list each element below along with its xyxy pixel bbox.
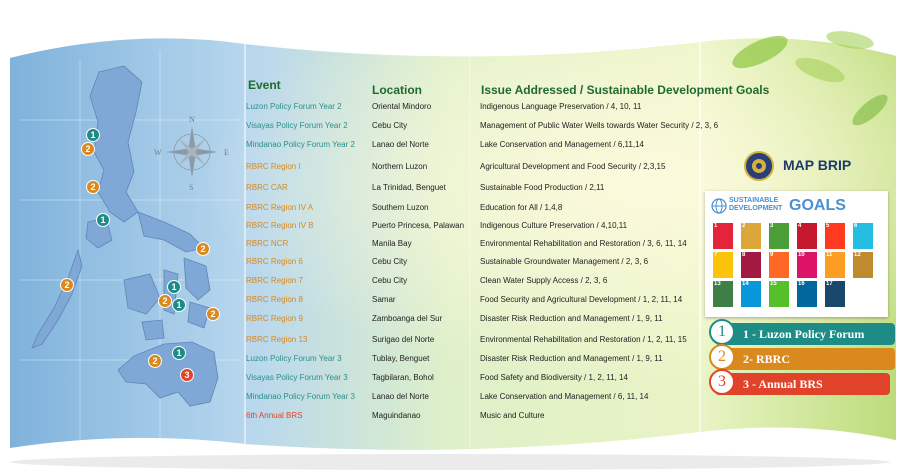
brand-title: MAP BRIP bbox=[783, 157, 852, 173]
map-pin: 1 bbox=[167, 280, 181, 294]
map-shape bbox=[14, 52, 246, 442]
row-event: RBRC Region IV B bbox=[246, 221, 314, 230]
table-row bbox=[246, 272, 716, 290]
row-issue: Sustainable Food Production / 2,11 bbox=[480, 183, 605, 192]
row-event: Luzon Policy Forum Year 2 bbox=[246, 102, 342, 111]
sdg-tile-number: 16 bbox=[798, 281, 805, 287]
legend-number: 3 bbox=[709, 369, 735, 395]
compass-e: E bbox=[224, 148, 229, 157]
map-pin: 2 bbox=[158, 294, 172, 308]
row-location: Tagbilaran, Bohol bbox=[372, 373, 434, 382]
sdg-goals-word: GOALS bbox=[789, 197, 846, 214]
sdg-tile bbox=[769, 281, 789, 307]
table-row bbox=[246, 117, 719, 135]
map-pin: 1 bbox=[172, 346, 186, 360]
header-issue: Issue Addressed / Sustainable Development Goals bbox=[481, 83, 770, 97]
row-event: Mindanao Policy Forum Year 2 bbox=[246, 140, 355, 149]
row-location: Puerto Princesa, Palawan bbox=[372, 221, 465, 230]
legend-number: 2 bbox=[709, 344, 735, 370]
sdg-tile-number: 12 bbox=[854, 252, 861, 258]
map-pin: 3 bbox=[180, 368, 194, 382]
compass-w: W bbox=[154, 148, 162, 157]
row-issue: Management of Public Water Wells towards Water Security / 2, 3, 6 bbox=[480, 121, 719, 130]
row-location: Zamboanga del Sur bbox=[372, 314, 443, 323]
table-row bbox=[246, 179, 716, 197]
compass-n: N bbox=[189, 115, 195, 124]
sdg-tile bbox=[741, 223, 761, 249]
row-issue: Agricultural Development and Food Security / 2,3,15 bbox=[480, 162, 666, 171]
row-issue: Lake Conservation and Management / 6, 11, 14 bbox=[480, 392, 649, 401]
sdg-tile-number: 4 bbox=[798, 223, 802, 229]
row-location: Cebu City bbox=[372, 121, 408, 130]
row-location: Cebu City bbox=[372, 276, 408, 285]
sdg-tile bbox=[825, 223, 845, 249]
sdg-tile-number: 11 bbox=[826, 252, 833, 258]
header-location: Location bbox=[372, 83, 422, 97]
sdg-tile-number: 14 bbox=[742, 281, 749, 287]
sdg-tile-number: 7 bbox=[714, 252, 718, 258]
table-row bbox=[246, 291, 716, 309]
map-pin: 2 bbox=[206, 307, 220, 321]
row-event: RBRC Region 9 bbox=[246, 314, 303, 323]
row-location: Samar bbox=[372, 295, 396, 304]
sdg-tile-number: 15 bbox=[770, 281, 777, 287]
legend-item bbox=[715, 323, 895, 345]
map-pin: 2 bbox=[196, 242, 210, 256]
row-issue: Music and Culture bbox=[480, 411, 545, 420]
table-row bbox=[246, 98, 716, 116]
table-row bbox=[246, 331, 716, 349]
row-location: Tublay, Benguet bbox=[372, 354, 430, 363]
row-event: 6th Annual BRS bbox=[246, 411, 303, 420]
row-event: RBRC CAR bbox=[246, 183, 288, 192]
table-row bbox=[246, 310, 716, 328]
row-issue: Clean Water Supply Access / 2, 3, 6 bbox=[480, 276, 608, 285]
sdg-tile-number: 6 bbox=[854, 223, 858, 229]
table-row bbox=[246, 136, 716, 154]
sdg-tile-number: 5 bbox=[826, 223, 830, 229]
row-event: RBRC NCR bbox=[246, 239, 289, 248]
sdg-tile-number: 8 bbox=[742, 252, 746, 258]
row-issue: Lake Conservation and Management / 6,11,14 bbox=[480, 140, 644, 149]
table-row bbox=[246, 217, 716, 235]
row-issue: Education for All / 1,4,8 bbox=[480, 203, 563, 212]
sdg-tile bbox=[769, 223, 789, 249]
sdg-tile-number: 1 bbox=[714, 223, 718, 229]
row-event: RBRC Region 6 bbox=[246, 257, 303, 266]
row-event: RBRC Region I bbox=[246, 162, 301, 171]
row-event: RBRC Region 13 bbox=[246, 335, 308, 344]
row-event: RBRC Region 8 bbox=[246, 295, 303, 304]
map-pin: 1 bbox=[96, 213, 110, 227]
row-location: Surigao del Norte bbox=[372, 335, 435, 344]
legend-item bbox=[715, 348, 895, 370]
compass-s: S bbox=[189, 183, 194, 192]
row-issue: Disaster Risk Reduction and Management / 1, 9, 11 bbox=[480, 314, 663, 323]
table-row bbox=[246, 253, 716, 271]
sdg-tile-number: 10 bbox=[798, 252, 805, 258]
sdg-tile bbox=[713, 223, 733, 249]
table-row bbox=[246, 407, 716, 425]
compass-rose bbox=[166, 126, 218, 178]
sdg-tile bbox=[713, 281, 733, 307]
un-globe-icon bbox=[711, 198, 727, 214]
sdg-tile bbox=[713, 252, 733, 278]
map-pin: 1 bbox=[172, 298, 186, 312]
table-row bbox=[246, 369, 716, 387]
sdg-tile bbox=[825, 281, 845, 307]
sdg-tile-number: 17 bbox=[826, 281, 833, 287]
row-issue: Food Safety and Biodiversity / 1, 2, 11, 14 bbox=[480, 373, 628, 382]
map-pin: 2 bbox=[148, 354, 162, 368]
map-pin: 1 bbox=[86, 128, 100, 142]
row-issue: Sustainable Groundwater Management / 2, 3, 6 bbox=[480, 257, 649, 266]
row-location: La Trinidad, Benguet bbox=[372, 183, 446, 192]
sdg-tile bbox=[769, 252, 789, 278]
header-event: Event bbox=[248, 78, 281, 92]
sdg-tile-number: 9 bbox=[770, 252, 774, 258]
row-location: Lanao del Norte bbox=[372, 392, 429, 401]
table-row bbox=[246, 199, 716, 217]
map-pin: 2 bbox=[81, 142, 95, 156]
row-location: Northern Luzon bbox=[372, 162, 428, 171]
row-location: Oriental Mindoro bbox=[372, 102, 432, 111]
sdg-tile bbox=[825, 252, 845, 278]
legend-number: 1 bbox=[709, 319, 735, 345]
row-event: Visayas Policy Forum Year 3 bbox=[246, 373, 348, 382]
table-row bbox=[246, 350, 716, 368]
sdg-tile bbox=[853, 252, 873, 278]
row-location: Manila Bay bbox=[372, 239, 412, 248]
row-location: Cebu City bbox=[372, 257, 408, 266]
legend-item bbox=[715, 373, 890, 395]
row-event: RBRC Region 7 bbox=[246, 276, 303, 285]
sdg-tile bbox=[797, 281, 817, 307]
sdg-panel bbox=[705, 191, 888, 317]
brand-block bbox=[743, 151, 901, 181]
table-row bbox=[246, 235, 716, 253]
legend-label: 1 - Luzon Policy Forum bbox=[743, 327, 865, 341]
philippines-map bbox=[14, 52, 246, 442]
sdg-tile bbox=[797, 223, 817, 249]
sdg-tile bbox=[741, 252, 761, 278]
sdg-tile-number: 3 bbox=[770, 223, 774, 229]
sdg-tile bbox=[853, 223, 873, 249]
row-issue: Food Security and Agricultural Development / 1, 2, 11, 14 bbox=[480, 295, 683, 304]
row-issue: Indigenous Language Preservation / 4, 10, 11 bbox=[480, 102, 642, 111]
row-event: Visayas Policy Forum Year 2 bbox=[246, 121, 348, 130]
sdg-header bbox=[711, 195, 883, 217]
row-issue: Environmental Rehabilitation and Restoration / 1, 2, 11, 15 bbox=[480, 335, 687, 344]
row-event: RBRC Region IV A bbox=[246, 203, 314, 212]
sdg-tile bbox=[741, 281, 761, 307]
legend-label: 2- RBRC bbox=[743, 352, 790, 366]
sdg-tile bbox=[797, 252, 817, 278]
row-issue: Disaster Risk Reduction and Management / 1, 9, 11 bbox=[480, 354, 663, 363]
row-issue: Environmental Rehabilitation and Restoration / 3, 6, 11, 14 bbox=[480, 239, 687, 248]
row-location: Southern Luzon bbox=[372, 203, 429, 212]
sdg-lines: SUSTAINABLE DEVELOPMENT bbox=[729, 197, 783, 212]
map-pin: 2 bbox=[60, 278, 74, 292]
sdg-tile-number: 13 bbox=[714, 281, 721, 287]
row-issue: Indigenous Culture Preservation / 4,10,11 bbox=[480, 221, 628, 230]
table-row bbox=[246, 388, 716, 406]
row-event: Mindanao Policy Forum Year 3 bbox=[246, 392, 355, 401]
row-location: Maguindanao bbox=[372, 411, 421, 420]
row-event: Luzon Policy Forum Year 3 bbox=[246, 354, 342, 363]
row-location: Lanao del Norte bbox=[372, 140, 429, 149]
legend-label: 3 - Annual BRS bbox=[743, 377, 823, 391]
map-pin: 2 bbox=[86, 180, 100, 194]
sdg-tile-number: 2 bbox=[742, 223, 746, 229]
table-row bbox=[246, 158, 716, 176]
seal-logo bbox=[743, 151, 777, 181]
